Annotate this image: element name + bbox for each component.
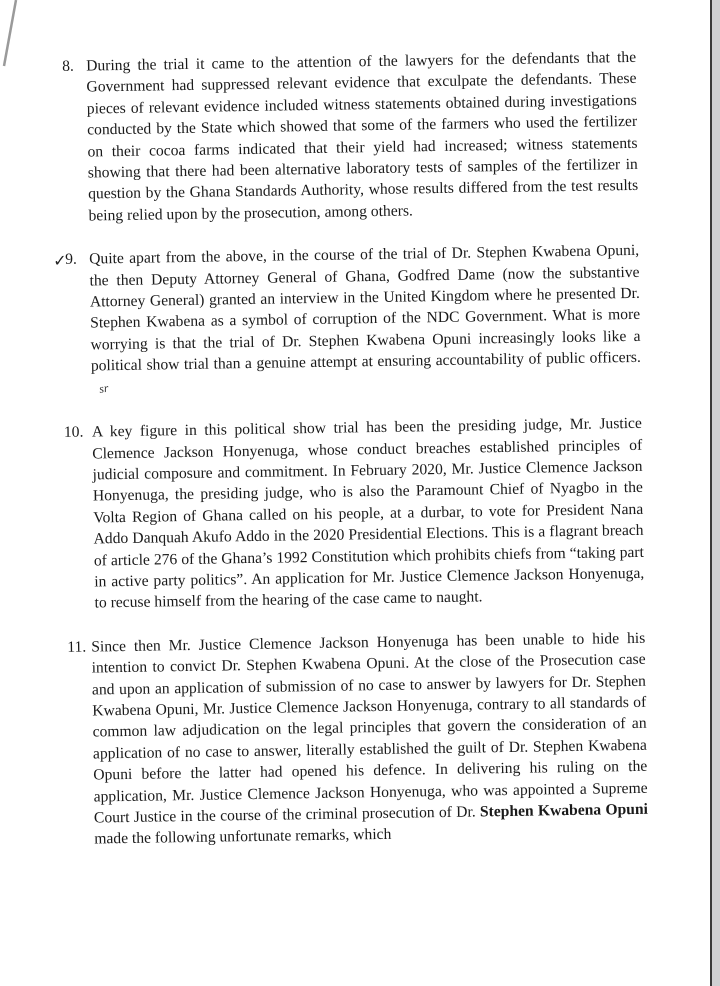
handwritten-tick-icon: ✓ (53, 253, 67, 271)
paragraph-number: 11. (67, 638, 87, 656)
paragraph-number: 8. (62, 57, 74, 75)
paragraph-bold-name: Stephen Kwabena Opuni (479, 800, 649, 821)
paragraph-text: Since then Mr. Justice Clemence Jackson Honyenuga has been unable to hide his intention to convict Dr. Stephen Kwabena Opuni. At the close of the Prosecution case and upon an application of submission of no case to answer by lawyers for Dr. Stephen Kwabena Opuni, Mr. Justice Clemence Jackson Honyenuga, contrary to all standards of common law adjudication on the legal principles that govern the consideration of an application of no case to answer, literally established the guilt of Dr. Stephen Kwabena Opuni before the latter had opened his defence. In delivering his ruling on the application, Mr. Justice Clemence Jackson Honyenuga, who was appointed a Supreme Court Justice in the course of the criminal prosecution of Dr. (91, 629, 648, 827)
document-body (53, 47, 649, 873)
paragraph-11 (65, 628, 648, 851)
paragraph-number: 10. (63, 423, 84, 442)
paragraph-text-continued: made the following unfortunate remarks, which (94, 826, 392, 848)
paragraph-9 (53, 240, 641, 400)
paragraph-10 (62, 413, 645, 615)
handwritten-initials: sr (98, 380, 110, 396)
paragraph-text: Quite apart from the above, in the course of the trial of Dr. Stephen Kwabena Opuni, the then Deputy Attorney General of Ghana, Godfred Dame (now the substantive Attorney General) granted an interview in the United Kingdom where he presented Dr. Stephen Kwabena as a symbol of corruption of the NDC Government. What is more worrying is that the trial of Dr. Stephen Kwabena Opuni increasingly looks like a political show trial than a genuine attempt at ensuring accountability of public officers. (89, 242, 641, 375)
paragraph-text: During the trial it came to the attention of the lawyers for the defendants that the Government had suppressed relevant evidence that exculpate the defendants. These pieces of relevant evidence included witness statements obtained during investigations conducted by the State which showed that some of the farmers who used the fertilizer on their cocoa farms indicated that their yield had increased; witness statements showing that there had been alternative laboratory tests of samples of the fertilizer in question by the Ghana Standards Authority, whose results differed from the test results being relied upon by the prosecution, among others. (86, 48, 639, 225)
page-edge-border (710, 0, 720, 986)
paragraph-text: A key figure in this political show trial has been the presiding judge, Mr. Justice Clemence Jackson Honyenuga, whose conduct breaches established principles of judicial composure and commitment. In February 2020, Mr. Justice Clemence Jackson Honyenuga, the presiding judge, who is also the Paramount Chief of Nyagbo in the Volta Region of Ghana called on his people, at a durbar, to vote for President Nana Addo Danquah Akufo Addo in the 2020 Presidential Elections. This is a flagrant breach of article 276 of the Ghana’s 1992 Constitution which prohibits chiefs from “taking part in active party politics”. An application for Mr. Justice Clemence Jackson Honyenuga, to recuse himself from the hearing of the case came to naught. (91, 414, 645, 612)
paragraph-8 (56, 47, 639, 227)
paragraph-number: 9. (65, 250, 78, 269)
scan-edge-line (0, 0, 30, 70)
